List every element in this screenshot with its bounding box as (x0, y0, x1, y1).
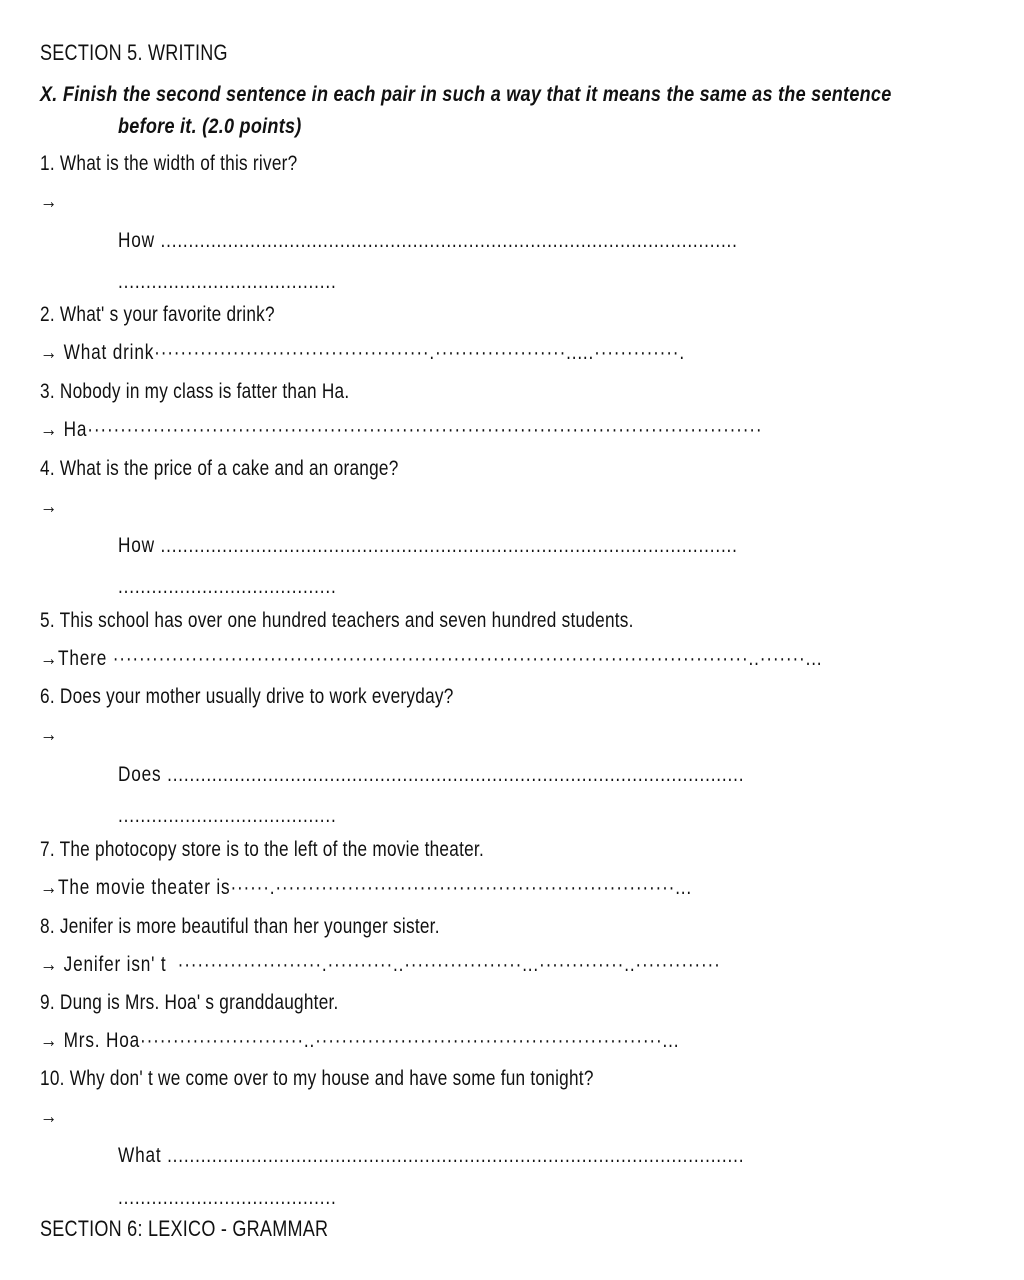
section-6-title: SECTION 6: LEXICO - GRAMMAR (40, 1216, 329, 1241)
answer-continuation-6: ....................................... (118, 804, 337, 827)
answer-line-3: → Ha······································································································· (40, 418, 763, 441)
answer-line-4: How ....................................................................................................... (118, 534, 738, 557)
instruction-line-1: X. Finish the second sentence in each pair in such a way that it means the same as the sentence (40, 83, 892, 106)
answer-line-6: Does ....................................................................................................... (118, 763, 745, 786)
answer-arrow-1: → (40, 190, 58, 213)
answer-continuation-4: ....................................... (118, 575, 337, 598)
answer-continuation-1: ....................................... (118, 270, 337, 293)
instruction-line-2: before it. (2.0 points) (118, 115, 302, 138)
question-7: 7. The photocopy store is to the left of the movie theater. (40, 838, 485, 861)
question-4: 4. What is the price of a cake and an orange? (40, 457, 399, 480)
answer-arrow-10: → (40, 1105, 58, 1128)
answer-line-1: How ....................................................................................................... (118, 229, 738, 252)
answer-line-2: → What drink··········································.····················.....·············. (40, 341, 685, 364)
answer-line-10: What ....................................................................................................... (118, 1144, 745, 1167)
question-10: 10. Why don' t we come over to my house and have some fun tonight? (40, 1067, 594, 1090)
answer-line-7: →The movie theater is······.·····························································... (40, 876, 693, 899)
answer-continuation-10: ....................................... (118, 1186, 337, 1209)
answer-line-5: →There ·································································································..·······... (40, 647, 823, 670)
question-3: 3. Nobody in my class is fatter than Ha. (40, 380, 350, 403)
section-5-title: SECTION 5. WRITING (40, 40, 228, 65)
question-9: 9. Dung is Mrs. Hoa' s granddaughter. (40, 991, 339, 1014)
answer-arrow-4: → (40, 495, 58, 518)
answer-arrow-6: → (40, 723, 58, 746)
answer-line-9: → Mrs. Hoa·························..·····················································... (40, 1029, 680, 1052)
question-1: 1. What is the width of this river? (40, 152, 298, 175)
question-2: 2. What' s your favorite drink? (40, 303, 275, 326)
question-5: 5. This school has over one hundred teachers and seven hundred students. (40, 609, 634, 632)
answer-line-8: → Jenifer isn' t ······················.··········..··················...·············..············· (40, 953, 721, 976)
question-6: 6. Does your mother usually drive to work everyday? (40, 685, 454, 708)
question-8: 8. Jenifer is more beautiful than her younger sister. (40, 915, 440, 938)
